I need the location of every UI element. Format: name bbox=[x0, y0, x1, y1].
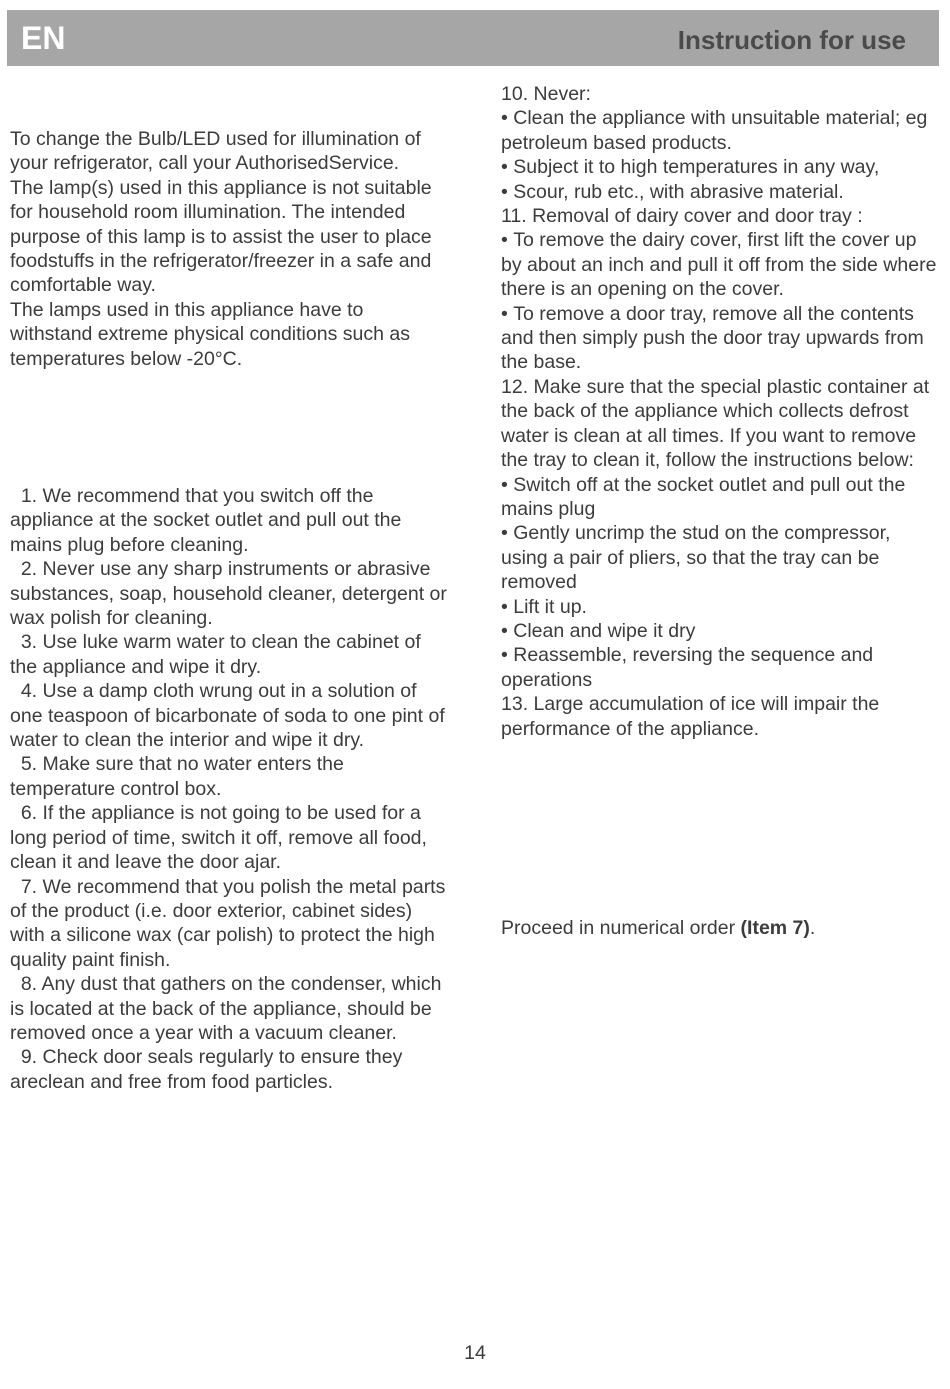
proceed-item-ref: (Item 7) bbox=[740, 917, 810, 939]
bullet-item: • Switch off at the socket outlet and pull out the mains plug bbox=[501, 473, 941, 522]
proceed-note bbox=[501, 916, 941, 940]
bullet-item: • Subject it to high temperatures in any way, bbox=[501, 155, 941, 179]
proceed-label: Proceed in numerical order bbox=[501, 917, 741, 939]
item-12-heading: 12. Make sure that the special plastic container at the back of the appliance which collects defrost water is clean at all times. If you want to remove the tray to clean it, follow the instructions below: bbox=[501, 375, 930, 472]
bullet-item: • To remove the dairy cover, first lift the cover up by about an inch and pull it off from the side where there is an opening on the cover. bbox=[501, 228, 941, 301]
bullet-item: • Clean and wipe it dry bbox=[501, 619, 941, 643]
cleaning-section bbox=[10, 484, 450, 1094]
language-label: EN bbox=[21, 20, 66, 56]
bullet-item: • Reassemble, reversing the sequence and operations bbox=[501, 643, 941, 692]
page-number: 14 bbox=[464, 1342, 486, 1364]
item-10-heading: 10. Never: bbox=[501, 83, 591, 105]
item-11-heading: 11. Removal of dairy cover and door tray : bbox=[501, 205, 863, 228]
bulb-paragraph: The lamps used in this appliance have to withstand extreme physical conditions such as temperatures below -20°C. bbox=[10, 298, 410, 370]
bullet-item: • To remove a door tray, remove all the contents and then simply push the door tray upwards from the base. bbox=[501, 302, 941, 375]
cleaning-item: 2. Never use any sharp instruments or abrasive substances, soap, household cleaner, detergent or wax polish for cleaning. bbox=[10, 558, 447, 630]
bulb-section bbox=[10, 127, 450, 371]
proceed-end: . bbox=[809, 917, 816, 939]
cleaning-item: 5. Make sure that no water enters the temperature control box. bbox=[10, 753, 344, 800]
bullet-item: • Gently uncrimp the stud on the compressor, using a pair of pliers, so that the tray can be removed bbox=[501, 521, 941, 594]
cleaning-item: 1. We recommend that you switch off the appliance at the socket outlet and pull out the mains plug before cleaning. bbox=[10, 485, 402, 556]
cleaning-item: 3. Use luke warm water to clean the cabinet of the appliance and wipe it dry. bbox=[10, 631, 421, 678]
bullet-item: • Clean the appliance with unsuitable material; eg petroleum based products. bbox=[501, 106, 941, 155]
header-bar bbox=[7, 10, 939, 66]
maintenance-section bbox=[501, 82, 941, 741]
cleaning-item: 9. Check door seals regularly to ensure they areclean and free from food particles. bbox=[10, 1046, 403, 1093]
proceed-text bbox=[501, 916, 941, 940]
bulb-paragraph: To change the Bulb/LED used for illumination of your refrigerator, call your AuthorisedService. bbox=[10, 128, 421, 175]
bullet-item: • Lift it up. bbox=[501, 595, 941, 619]
cleaning-item: 7. We recommend that you polish the metal parts of the product (i.e. door exterior, cabinet sides) with a silicone wax (car polish) to protect the high quality paint finish. bbox=[10, 875, 446, 971]
cleaning-item: 8. Any dust that gathers on the condenser, which is located at the back of the appliance, should be removed once a year with a vacuum cleaner. bbox=[10, 973, 442, 1044]
bulb-paragraph: The lamp(s) used in this appliance is not suitable for household room illumination. The intended purpose of this lamp is to assist the user to place foodstuffs in the refrigerator/freezer in a safe and comfortable way. bbox=[10, 176, 432, 297]
item-13-text: 13. Large accumulation of ice will impair the performance of the appliance. bbox=[501, 693, 880, 740]
page-title: Instruction for use bbox=[677, 25, 906, 55]
cleaning-item: 4. Use a damp cloth wrung out in a solution of one teaspoon of bicarbonate of soda to one pint of water to clean the interior and wipe it dry. bbox=[10, 680, 445, 752]
bullet-item: • Scour, rub etc., with abrasive material. bbox=[501, 180, 941, 204]
cleaning-item: 6. If the appliance is not going to be used for a long period of time, switch it off, remove all food, clean it and leave the door ajar. bbox=[10, 802, 427, 874]
